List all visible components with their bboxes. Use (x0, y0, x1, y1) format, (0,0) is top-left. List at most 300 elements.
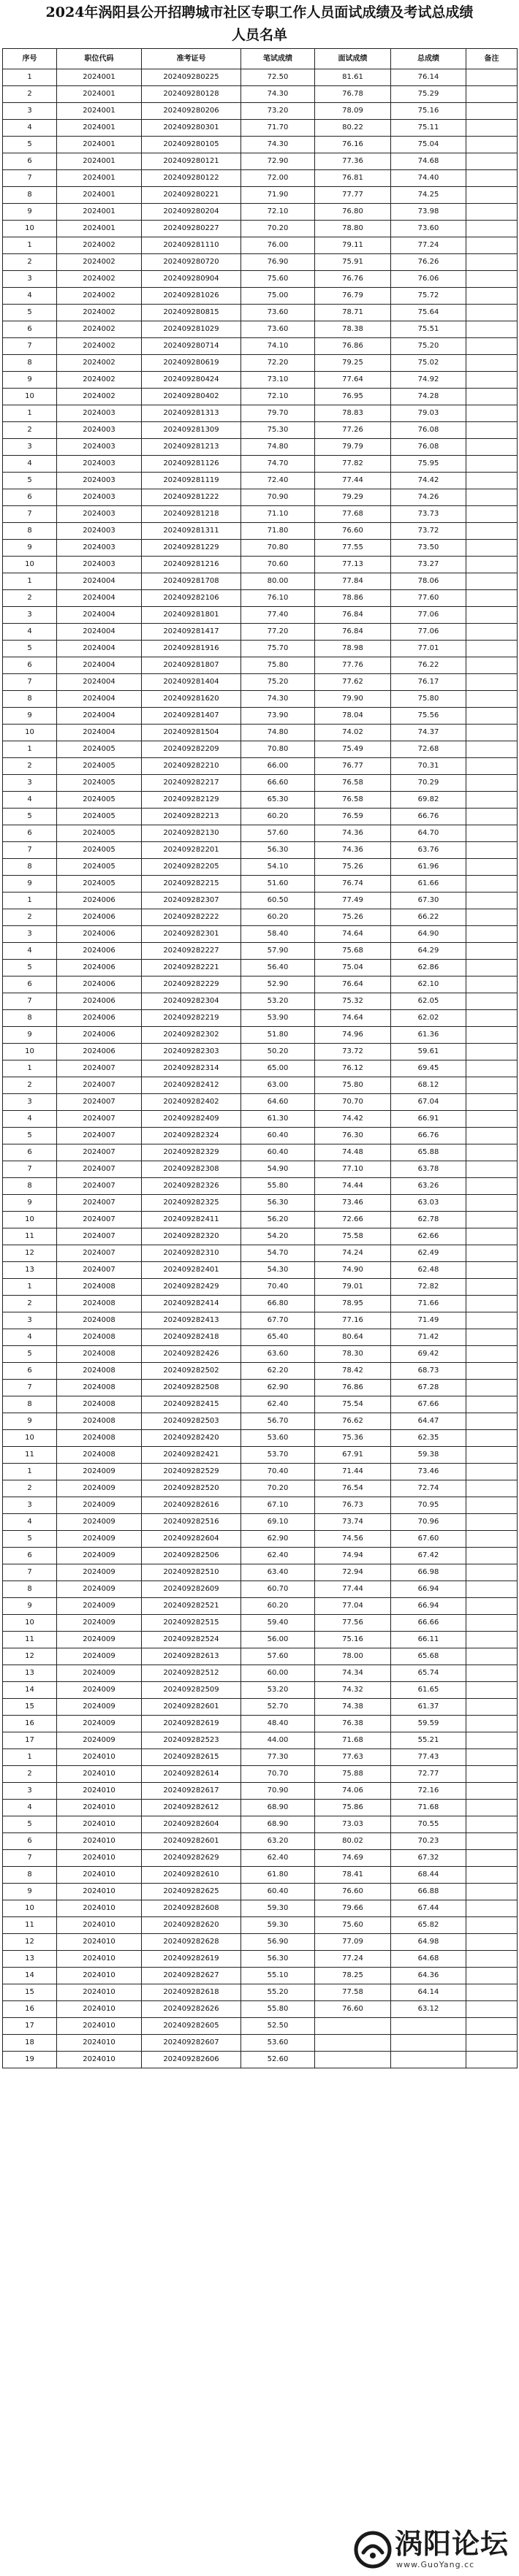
table-row (3, 1581, 518, 1598)
cell-seq: 1 (3, 69, 57, 86)
cell-total-score: 65.68 (391, 1648, 466, 1665)
cell-interview-score: 71.68 (315, 1732, 391, 1749)
cell-position-code: 2024007 (57, 1111, 142, 1128)
cell-total-score: 74.40 (391, 170, 466, 187)
cell-total-score: 74.68 (391, 153, 466, 170)
table-row (3, 607, 518, 624)
table-row (3, 1867, 518, 1884)
cell-remarks (466, 1548, 518, 1564)
cell-interview-score: 77.64 (315, 372, 391, 389)
cell-seq: 6 (3, 657, 57, 674)
cell-seq: 9 (3, 540, 57, 557)
cell-position-code: 2024004 (57, 674, 142, 691)
cell-ticket-number: 202409282302 (142, 1027, 241, 1044)
cell-total-score: 70.55 (391, 1816, 466, 1833)
cell-ticket-number: 202409282420 (142, 1430, 241, 1447)
cell-remarks (466, 1816, 518, 1833)
cell-written-score: 62.20 (241, 1363, 315, 1380)
cell-interview-score: 78.86 (315, 590, 391, 607)
cell-ticket-number: 202409282213 (142, 809, 241, 825)
cell-written-score: 65.40 (241, 1329, 315, 1346)
cell-written-score: 73.60 (241, 305, 315, 321)
cell-total-score: 75.51 (391, 321, 466, 338)
table-row (3, 1195, 518, 1212)
cell-ticket-number: 202409282222 (142, 909, 241, 926)
cell-total-score: 76.08 (391, 439, 466, 456)
table-row (3, 1732, 518, 1749)
table-row (3, 1128, 518, 1144)
cell-written-score: 60.40 (241, 1128, 315, 1144)
cell-position-code: 2024001 (57, 153, 142, 170)
cell-remarks (466, 1296, 518, 1312)
table-row (3, 1833, 518, 1850)
cell-remarks (466, 69, 518, 86)
cell-interview-score: 76.60 (315, 523, 391, 540)
cell-total-score: 61.37 (391, 1699, 466, 1716)
cell-remarks (466, 1783, 518, 1800)
watermark-url: www.GuoYang.cc (396, 2560, 475, 2569)
cell-total-score: 70.96 (391, 1514, 466, 1531)
cell-position-code: 2024007 (57, 1128, 142, 1144)
table-row (3, 355, 518, 372)
cell-seq: 9 (3, 708, 57, 725)
cell-remarks (466, 254, 518, 271)
cell-position-code: 2024010 (57, 1984, 142, 2001)
table-row (3, 69, 518, 86)
cell-total-score: 71.49 (391, 1312, 466, 1329)
cell-remarks (466, 1598, 518, 1615)
cell-position-code: 2024002 (57, 271, 142, 288)
cell-remarks (466, 473, 518, 489)
cell-total-score: 77.60 (391, 590, 466, 607)
cell-total-score: 67.28 (391, 1380, 466, 1396)
cell-ticket-number: 202409280402 (142, 389, 241, 405)
cell-written-score: 72.50 (241, 69, 315, 86)
cell-remarks (466, 1867, 518, 1884)
cell-position-code: 2024009 (57, 1699, 142, 1716)
cell-remarks (466, 1850, 518, 1867)
cell-interview-score: 76.59 (315, 809, 391, 825)
cell-remarks (466, 1380, 518, 1396)
table-row (3, 1044, 518, 1060)
table-row (3, 725, 518, 741)
cell-ticket-number: 202409282615 (142, 1749, 241, 1766)
cell-interview-score: 78.30 (315, 1346, 391, 1363)
cell-interview-score: 74.42 (315, 1111, 391, 1128)
cell-interview-score: 77.62 (315, 674, 391, 691)
cell-written-score: 70.80 (241, 741, 315, 758)
cell-seq: 1 (3, 1279, 57, 1296)
cell-ticket-number: 202409282510 (142, 1564, 241, 1581)
document-title (0, 1, 519, 47)
cell-ticket-number: 202409280720 (142, 254, 241, 271)
cell-ticket-number: 202409282509 (142, 1682, 241, 1699)
cell-ticket-number: 202409282401 (142, 1262, 241, 1279)
cell-ticket-number: 202409282314 (142, 1060, 241, 1077)
table-row (3, 2035, 518, 2052)
table-row (3, 439, 518, 456)
cell-ticket-number: 202409282607 (142, 2035, 241, 2052)
cell-interview-score: 75.36 (315, 1430, 391, 1447)
cell-position-code: 2024001 (57, 221, 142, 237)
cell-interview-score: 75.16 (315, 1632, 391, 1648)
cell-interview-score: 73.72 (315, 1044, 391, 1060)
table-row (3, 1800, 518, 1816)
cell-remarks (466, 1581, 518, 1598)
cell-interview-score: 71.44 (315, 1464, 391, 1480)
cell-written-score: 63.60 (241, 1346, 315, 1363)
cell-remarks (466, 1396, 518, 1413)
cell-ticket-number: 202409280105 (142, 137, 241, 153)
cell-interview-score: 74.32 (315, 1682, 391, 1699)
cell-interview-score: 75.49 (315, 741, 391, 758)
title-line-2: 人员名单 (231, 27, 287, 43)
cell-position-code: 2024009 (57, 1581, 142, 1598)
cell-position-code: 2024008 (57, 1279, 142, 1296)
cell-seq: 6 (3, 1363, 57, 1380)
cell-ticket-number: 202409282324 (142, 1128, 241, 1144)
cell-remarks (466, 1060, 518, 1077)
table-row (3, 254, 518, 271)
cell-remarks (466, 2018, 518, 2035)
cell-seq: 4 (3, 624, 57, 641)
cell-remarks (466, 86, 518, 103)
cell-written-score: 70.40 (241, 1279, 315, 1296)
cell-total-score: 64.14 (391, 1984, 466, 2001)
cell-seq: 9 (3, 372, 57, 389)
cell-total-score: 61.96 (391, 859, 466, 876)
cell-written-score: 60.20 (241, 909, 315, 926)
cell-remarks (466, 1564, 518, 1581)
cell-written-score: 79.70 (241, 405, 315, 422)
cell-ticket-number: 202409282628 (142, 1934, 241, 1951)
cell-interview-score: 75.80 (315, 1077, 391, 1094)
cell-remarks (466, 1346, 518, 1363)
cell-interview-score: 75.04 (315, 960, 391, 976)
table-row (3, 153, 518, 170)
cell-ticket-number: 202409282506 (142, 1548, 241, 1564)
cell-seq: 6 (3, 1144, 57, 1161)
cell-ticket-number: 202409282219 (142, 1010, 241, 1027)
watermark (354, 2526, 515, 2573)
cell-position-code: 2024003 (57, 473, 142, 489)
cell-written-score: 70.70 (241, 1766, 315, 1783)
table-row (3, 1060, 518, 1077)
cell-written-score: 53.60 (241, 2035, 315, 2052)
cell-remarks (466, 775, 518, 792)
cell-ticket-number: 202409281313 (142, 405, 241, 422)
header-remarks: 备注 (466, 49, 518, 69)
cell-interview-score: 77.77 (315, 187, 391, 204)
table-row (3, 641, 518, 657)
cell-ticket-number: 202409282619 (142, 1716, 241, 1732)
cell-total-score: 62.86 (391, 960, 466, 976)
cell-seq: 6 (3, 489, 57, 506)
cell-ticket-number: 202409280424 (142, 372, 241, 389)
cell-interview-score: 74.64 (315, 1010, 391, 1027)
cell-ticket-number: 202409282130 (142, 825, 241, 842)
cell-interview-score: 78.04 (315, 708, 391, 725)
cell-ticket-number: 202409282604 (142, 1816, 241, 1833)
cell-seq: 8 (3, 187, 57, 204)
cell-remarks (466, 1716, 518, 1732)
cell-written-score: 66.80 (241, 1296, 315, 1312)
cell-written-score: 70.90 (241, 1783, 315, 1800)
cell-seq: 1 (3, 893, 57, 909)
cell-position-code: 2024010 (57, 1850, 142, 1867)
cell-ticket-number: 202409282503 (142, 1413, 241, 1430)
cell-written-score: 69.10 (241, 1514, 315, 1531)
cell-interview-score: 76.77 (315, 758, 391, 775)
table-row (3, 456, 518, 473)
cell-written-score: 74.80 (241, 725, 315, 741)
cell-ticket-number: 202409282608 (142, 1900, 241, 1917)
table-row (3, 1077, 518, 1094)
cell-ticket-number: 202409280904 (142, 271, 241, 288)
cell-interview-score: 81.61 (315, 69, 391, 86)
cell-remarks (466, 439, 518, 456)
cell-seq: 4 (3, 1800, 57, 1816)
cell-position-code: 2024008 (57, 1413, 142, 1430)
cell-ticket-number: 202409282613 (142, 1648, 241, 1665)
cell-position-code: 2024008 (57, 1312, 142, 1329)
cell-ticket-number: 202409282520 (142, 1480, 241, 1497)
cell-position-code: 2024005 (57, 825, 142, 842)
cell-written-score: 60.20 (241, 809, 315, 825)
cell-remarks (466, 1329, 518, 1346)
cell-interview-score: 77.16 (315, 1312, 391, 1329)
table-row (3, 372, 518, 389)
cell-total-score: 75.64 (391, 305, 466, 321)
cell-total-score: 75.95 (391, 456, 466, 473)
cell-written-score: 61.80 (241, 1867, 315, 1884)
cell-ticket-number: 202409280227 (142, 221, 241, 237)
cell-seq: 5 (3, 1531, 57, 1548)
table-row (3, 1329, 518, 1346)
cell-seq: 1 (3, 405, 57, 422)
cell-remarks (466, 674, 518, 691)
cell-ticket-number: 202409281110 (142, 237, 241, 254)
cell-remarks (466, 1245, 518, 1262)
cell-position-code: 2024009 (57, 1615, 142, 1632)
table-row (3, 960, 518, 976)
cell-written-score: 61.30 (241, 1111, 315, 1128)
cell-remarks (466, 758, 518, 775)
cell-position-code: 2024008 (57, 1346, 142, 1363)
cell-ticket-number: 202409281407 (142, 708, 241, 725)
header-ticket-number: 准考证号 (142, 49, 241, 69)
cell-total-score: 64.29 (391, 943, 466, 960)
cell-remarks (466, 2052, 518, 2068)
cell-remarks (466, 725, 518, 741)
cell-interview-score: 76.84 (315, 624, 391, 641)
cell-seq: 10 (3, 725, 57, 741)
watermark-name: 涡阳论坛 (395, 2528, 509, 2560)
cell-total-score: 75.11 (391, 120, 466, 137)
cell-seq: 7 (3, 842, 57, 859)
cell-ticket-number: 202409281229 (142, 540, 241, 557)
cell-written-score: 50.20 (241, 1044, 315, 1060)
cell-written-score: 56.00 (241, 1632, 315, 1648)
cell-remarks (466, 1044, 518, 1060)
cell-position-code: 2024009 (57, 1464, 142, 1480)
cell-interview-score: 72.94 (315, 1564, 391, 1581)
cell-remarks (466, 321, 518, 338)
cell-position-code: 2024003 (57, 422, 142, 439)
cell-written-score: 56.30 (241, 1195, 315, 1212)
cell-seq: 9 (3, 204, 57, 221)
cell-position-code: 2024002 (57, 338, 142, 355)
table-row (3, 674, 518, 691)
cell-ticket-number: 202409282329 (142, 1144, 241, 1161)
cell-ticket-number: 202409282609 (142, 1581, 241, 1598)
cell-position-code: 2024003 (57, 540, 142, 557)
cell-remarks (466, 741, 518, 758)
cell-interview-score: 74.56 (315, 1531, 391, 1548)
cell-interview-score: 77.24 (315, 1951, 391, 1968)
cell-position-code: 2024001 (57, 69, 142, 86)
cell-interview-score: 77.84 (315, 573, 391, 590)
cell-position-code: 2024003 (57, 489, 142, 506)
cell-remarks (466, 960, 518, 976)
cell-written-score: 73.60 (241, 321, 315, 338)
cell-interview-score: 76.78 (315, 86, 391, 103)
cell-total-score: 62.49 (391, 1245, 466, 1262)
cell-interview-score: 76.62 (315, 1413, 391, 1430)
cell-total-score: 77.06 (391, 624, 466, 641)
cell-ticket-number: 202409282412 (142, 1077, 241, 1094)
table-row (3, 103, 518, 120)
cell-total-score: 67.44 (391, 1900, 466, 1917)
cell-ticket-number: 202409282301 (142, 926, 241, 943)
cell-remarks (466, 422, 518, 439)
cell-interview-score (315, 2035, 391, 2052)
cell-ticket-number: 202409281807 (142, 657, 241, 674)
cell-interview-score: 74.24 (315, 1245, 391, 1262)
cell-written-score: 70.20 (241, 221, 315, 237)
cell-position-code: 2024009 (57, 1665, 142, 1682)
cell-total-score: 73.72 (391, 523, 466, 540)
cell-position-code: 2024003 (57, 506, 142, 523)
table-row (3, 825, 518, 842)
cell-written-score: 76.10 (241, 590, 315, 607)
cell-written-score: 74.30 (241, 86, 315, 103)
cell-written-score: 62.40 (241, 1850, 315, 1867)
cell-total-score: 65.88 (391, 1144, 466, 1161)
cell-written-score: 55.80 (241, 2001, 315, 2018)
cell-position-code: 2024001 (57, 86, 142, 103)
cell-position-code: 2024009 (57, 1732, 142, 1749)
table-row (3, 1245, 518, 1262)
cell-remarks (466, 1951, 518, 1968)
cell-position-code: 2024006 (57, 976, 142, 993)
table-row (3, 389, 518, 405)
cell-seq: 2 (3, 422, 57, 439)
cell-position-code: 2024010 (57, 2052, 142, 2068)
cell-position-code: 2024004 (57, 607, 142, 624)
table-row (3, 1262, 518, 1279)
cell-total-score: 73.98 (391, 204, 466, 221)
cell-remarks (466, 221, 518, 237)
table-row (3, 204, 518, 221)
table-row (3, 943, 518, 960)
cell-total-score: 76.17 (391, 674, 466, 691)
cell-seq: 13 (3, 1951, 57, 1968)
cell-remarks (466, 1917, 518, 1934)
cell-position-code: 2024008 (57, 1447, 142, 1464)
cell-written-score: 66.00 (241, 758, 315, 775)
cell-seq: 3 (3, 1094, 57, 1111)
cell-seq: 6 (3, 1833, 57, 1850)
cell-total-score: 61.36 (391, 1027, 466, 1044)
cell-interview-score: 78.98 (315, 641, 391, 657)
cell-remarks (466, 1648, 518, 1665)
cell-written-score: 75.60 (241, 271, 315, 288)
cell-seq: 4 (3, 288, 57, 305)
cell-position-code: 2024001 (57, 187, 142, 204)
cell-position-code: 2024007 (57, 1144, 142, 1161)
cell-ticket-number: 202409280815 (142, 305, 241, 321)
cell-position-code: 2024007 (57, 1228, 142, 1245)
table-row (3, 288, 518, 305)
cell-total-score: 62.48 (391, 1262, 466, 1279)
cell-remarks (466, 1161, 518, 1178)
cell-position-code: 2024008 (57, 1396, 142, 1413)
cell-interview-score: 76.58 (315, 792, 391, 809)
cell-total-score: 75.80 (391, 691, 466, 708)
cell-written-score: 54.30 (241, 1262, 315, 1279)
table-row (3, 1884, 518, 1900)
cell-interview-score (315, 2052, 391, 2068)
cell-total-score: 75.72 (391, 288, 466, 305)
cell-position-code: 2024004 (57, 641, 142, 657)
cell-written-score: 52.50 (241, 2018, 315, 2035)
table-row (3, 237, 518, 254)
cell-ticket-number: 202409282217 (142, 775, 241, 792)
cell-written-score: 60.50 (241, 893, 315, 909)
cell-ticket-number: 202409282515 (142, 1615, 241, 1632)
cell-interview-score: 76.73 (315, 1497, 391, 1514)
cell-position-code: 2024006 (57, 960, 142, 976)
cell-interview-score: 77.56 (315, 1615, 391, 1632)
cell-total-score: 72.77 (391, 1766, 466, 1783)
cell-seq: 5 (3, 1816, 57, 1833)
table-row (3, 1279, 518, 1296)
cell-written-score: 59.30 (241, 1917, 315, 1934)
cell-seq: 8 (3, 1581, 57, 1598)
cell-ticket-number: 202409282612 (142, 1800, 241, 1816)
cell-position-code: 2024004 (57, 708, 142, 725)
cell-remarks (466, 1732, 518, 1749)
cell-seq: 3 (3, 775, 57, 792)
table-row (3, 523, 518, 540)
cell-seq: 3 (3, 926, 57, 943)
cell-total-score: 62.10 (391, 976, 466, 993)
cell-interview-score: 78.42 (315, 1363, 391, 1380)
cell-interview-score: 76.60 (315, 2001, 391, 2018)
cell-position-code: 2024005 (57, 758, 142, 775)
cell-interview-score: 74.48 (315, 1144, 391, 1161)
table-row (3, 657, 518, 674)
cell-remarks (466, 2001, 518, 2018)
cell-seq: 6 (3, 976, 57, 993)
cell-total-score: 59.61 (391, 1044, 466, 1060)
cell-interview-score: 80.22 (315, 120, 391, 137)
cell-interview-score: 75.58 (315, 1228, 391, 1245)
cell-remarks (466, 1413, 518, 1430)
cell-position-code: 2024007 (57, 1245, 142, 1262)
cell-total-score: 64.68 (391, 1951, 466, 1968)
